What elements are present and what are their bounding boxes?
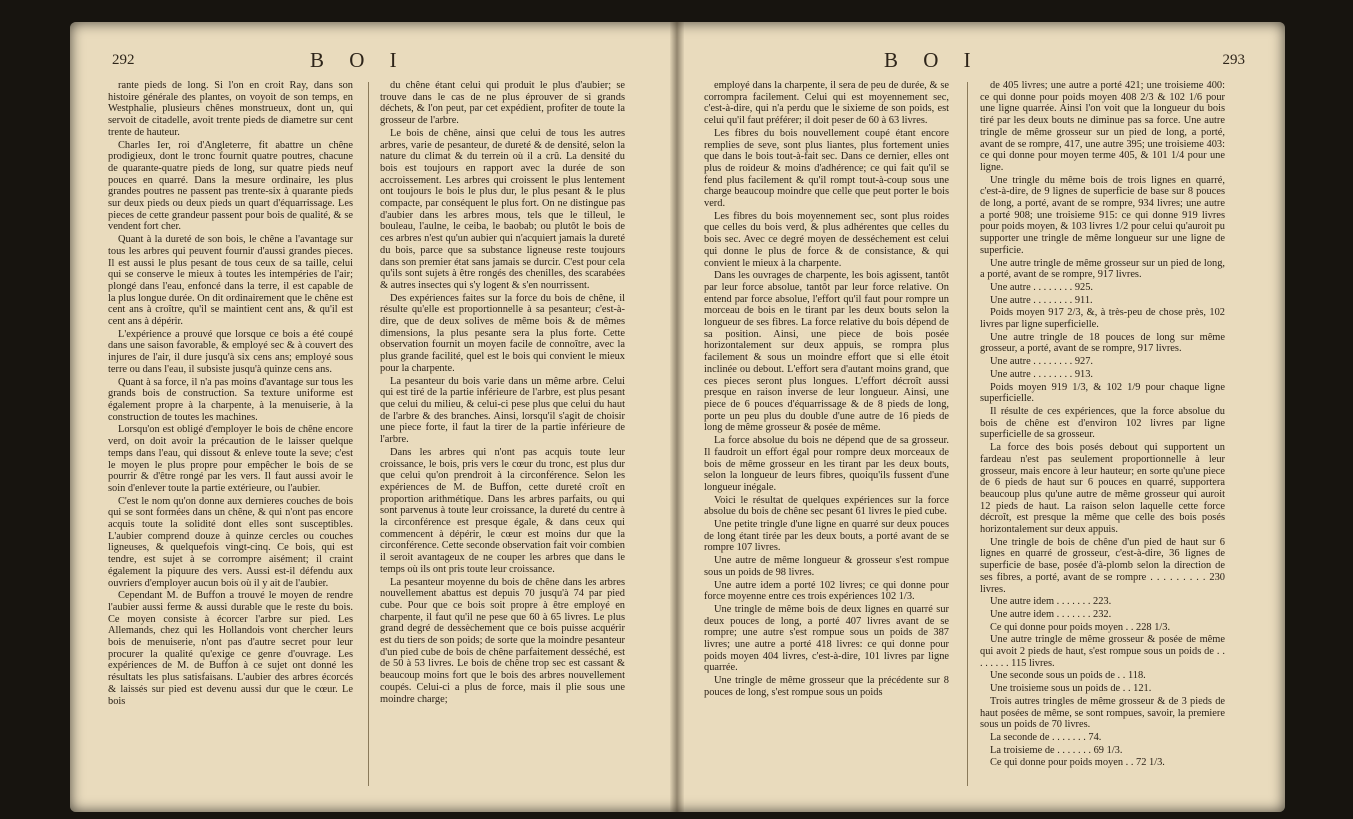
column-rule-left — [368, 82, 369, 786]
book-spread — [70, 22, 1285, 812]
paragraph: Quant à la dureté de son bois, le chêne a l'avantage sur tous les arbres qui peuvent fournir d'aussi grandes pieces. Il est aussi le plus pesant de tous ceux de sa taille, celui qui se conserve le mieux à toutes les intempéries de l'air; plongé dans l'eau, enfoncé dans la terre, il est capable de la plus longue durée. On dit ordinairement que le chêne est cent ans à croître, qu'il se maintient cent ans, & qu'il est cent ans à dépérir. — [108, 234, 353, 328]
paragraph: Une autre . . . . . . . . 911. — [990, 294, 1093, 306]
paragraph: Une autre . . . . . . . . 927. — [990, 356, 1094, 368]
column-rule-right — [967, 82, 968, 786]
paragraph: Une tringle de bois de chêne d'un pied de haut sur 6 lignes en quarré de grosseur, c'est-à-dire, 36 lignes de superficie de base, posée d'à-plomb selon la direction de ses fibres, a porté, avant de se rompre . . . . . . . . . 230 livres. — [980, 536, 1225, 595]
paragraph: La pesanteur moyenne du bois de chêne dans les arbres nouvellement abattus est depuis 70 jusqu'à 74 par pied cube. Pour que ce bois soit propre à être employé en charpente, il faut qu'il ne pese que 60 à 65 livres. Le plus grand degré de dessèchement que ce bois puisse acquérir est du tiers de son poids; de sorte que la moindre pesanteur d'un pied cube de bois de chêne parfaitement desséché, est de 50 à 53 livres. Le bois de chêne trop sec est cassant & beaucoup moins fort que le bois des arbres nouvellement coupés. Celui-ci a plus de force, mais il plie sous une moindre charge; — [380, 576, 625, 705]
right-page-header — [684, 48, 1285, 74]
right-page-body — [684, 80, 1285, 790]
paragraph: Charles Ier, roi d'Angleterre, fit abattre un chêne prodigieux, dont le tronc fournit quatre poutres, chacune de quarante-quatre pieds de long, sur quatre pieds neuf pouces en quarré. Dans la mesure ordinaire, les plus grandes poutres ne passent pas trente-six à quarante pieds sur deux pieds ou deux pieds un quart d'équarrissage. Les pieces de cette grandeur passent pour bois de qualité, & se vendent fort cher. — [108, 139, 353, 233]
paragraph: Une autre tringle de même grosseur sur un pied de long, a porté, avant de se rompre, 917 livres. — [980, 257, 1225, 281]
paragraph: La troisieme de . . . . . . . 69 1/3. — [990, 744, 1123, 756]
paragraph: Une troisieme sous un poids de . . 121. — [990, 683, 1152, 695]
paragraph: Une autre tringle de même grosseur & posée de même qui avoit 2 pieds de haut, s'est rompue sous un poids de . . . . . . . . 115 livres. — [980, 634, 1225, 669]
paragraph: Une autre idem a porté 102 livres; ce qui donne pour force moyenne entre ces trois expériences 102 1/3. — [704, 579, 949, 603]
paragraph: Une autre . . . . . . . . 925. — [990, 281, 1094, 293]
paragraph: Trois autres tringles de même grosseur & de 3 pieds de haut posées de même, se sont rompues, savoir, la premiere sous un poids de 70 livres. — [980, 695, 1225, 731]
paragraph: Ce qui donne pour poids moyen . . 72 1/3. — [990, 757, 1165, 769]
paragraph: Poids moyen 919 1/3, & 102 1/9 pour chaque ligne superficielle. — [980, 381, 1225, 405]
paragraph: rante pieds de long. Si l'on en croit Ray, dans son histoire générale des plantes, on voyoit de son temps, en Westphalie, plusieurs chênes monstrueux, dont un, qui servoit de citadelle, avoit trente pieds de diametre sur cent trente de hauteur. — [108, 80, 353, 138]
paragraph: Une tringle du même bois de trois lignes en quarré, c'est-à-dire, de 9 lignes de superficie de base sur 8 pouces de long, a porté, avant de se rompre, 934 livres; une autre a porté 908; une troisieme 915: ce qui donne 919 livres pour poids moyen, & 103 livres 1/2 pour celui qu'auroit pu supporter une tringle de même longueur sur une ligne de superficie. — [980, 174, 1225, 256]
paragraph: La pesanteur du bois varie dans un même arbre. Celui qui est tiré de la partie inférieure de l'arbre, est plus pesant que celui du milieu, & celui-ci pese plus que celui du haut de l'arbre & des branches. Ainsi, lorsqu'il s'agit de choisir une piece forte, il faut la tirer de la partie inférieure de l'arbre. — [380, 375, 625, 446]
running-head-right: B O I — [884, 48, 981, 72]
right-page — [684, 22, 1285, 812]
paragraph: Voici le résultat de quelques expériences sur la force absolue du bois de chêne sec pesant 61 livres le pied cube. — [704, 494, 949, 518]
page-number-right: 293 — [1222, 52, 1245, 68]
paragraph: Le bois de chêne, ainsi que celui de tous les autres arbres, varie de pesanteur, de dureté & de densité, selon la nature du climat & du terrein où il a crû. La densité du bois est toujours en rapport avec la durée de son accroissement. Les arbres qui croissent le plus lentement ont toujours le bois le plus dur, le plus pesant & le plus compacte, par conséquent le plus fort. On ne distingue pas d'aubier dans les arbres mous, tels que le tilleul, le bouleau, l'aulne, le ceiba, le baobab; ou plutôt le bois de ces arbres n'est qu'un aubier qui n'acquiert jamais la dureté du bois, parce que sa substance ligneuse reste toujours dans son premier état sans jamais se durcir. C'est pour cela qu'ils sont sujets à être rongés des chenilles, des scarabées & autres insectes qui s'y logent & s'en nourrissent. — [380, 127, 625, 291]
paragraph: L'expérience a prouvé que lorsque ce bois a été coupé dans une saison favorable, & employé sec & à couvert des injures de l'air, il dure jusqu'à six cens ans; employé sous terre ou dans l'eau, il subsiste jusqu'à quinze cens ans. — [108, 328, 353, 375]
paragraph: La seconde de . . . . . . . 74. — [990, 731, 1102, 743]
paragraph: Une autre de même longueur & grosseur s'est rompue sous un poids de 98 livres. — [704, 555, 949, 578]
paragraph: Une autre idem . . . . . . . 223. — [990, 596, 1112, 608]
paragraph: employé dans la charpente, il sera de peu de durée, & se corrompra facilement. Celui qui est moyennement sec, c'est-à-dire, qui n'a perdu que le sixieme de son poids, est celui qu'il faut préférer; il doit peser de 60 à 63 livres. — [704, 80, 949, 127]
paragraph: Dans les arbres qui n'ont pas acquis toute leur croissance, le bois, pris vers le cœur du tronc, est plus dur que celui qu'on prendroit à la circonférence. Selon les expériences de M. de Buffon, cette dureté croît en proportion arithmétique. Dans les arbres parfaits, ou qui sont parvenus à toute leur croissance, la dureté du centre à la circonférence est presque égale, & dans ceux qui commencent à dépérir, le cœur est moins dur que la circonférence. Cette seconde observation fait voir combien il seroit avantageux de ne couper les arbres que dans le temps où ils ont pris toute leur croissance. — [380, 446, 625, 575]
paragraph: Une autre tringle de 18 pouces de long sur même grosseur, a porté, avant de se rompre, 917 livres. — [980, 331, 1225, 355]
book-gutter — [670, 22, 684, 812]
paragraph: Les fibres du bois moyennement sec, sont plus roides que celles du bois verd, & plus adhérentes que celles du bois sec. Avec ce degré moyen de desséchement est celui qui donne le plus de force & de consistance, & qui convient le mieux à la charpente. — [704, 210, 949, 269]
right-column-1 — [704, 80, 949, 790]
paragraph: Une tringle de même bois de deux lignes en quarré sur deux pouces de long, a porté 407 livres avant de se rompre; une autre s'est rompue sous un poids de 387 livres; une autre a porté 418 livres: ce qui donne pour poids moyen 404 livres, c'est-à-dire, 101 livres par ligne quarrée. — [704, 603, 949, 674]
left-page — [70, 22, 670, 812]
paragraph: Lorsqu'on est obligé d'employer le bois de chêne encore verd, on doit avoir la précaution de le laisser quelque temps dans l'eau, qui dissout & enleve toute la seve; c'est le moyen le plus propre pour empêcher le bois de se pourrir & d'être rongé par les vers. Il faut aussi avoir le soin d'enlever toute la partie extérieure, ou l'aubier. — [108, 424, 353, 494]
paragraph: Une autre . . . . . . . . 913. — [990, 368, 1094, 380]
paragraph: Une autre idem . . . . . . . 232. — [990, 608, 1112, 620]
paragraph: Il résulte de ces expériences, que la force absolue du bois de chêne est d'environ 102 livres par ligne superficielle de sa grosseur. — [980, 405, 1225, 441]
paragraph: Les fibres du bois nouvellement coupé étant encore remplies de seve, sont plus liantes, plus fortement unies que dans le bois tout-à-fait sec. Dans ce dernier, elles ont plus de roideur & moins d'adhérence; ce qui fait qu'il se fend plus facilement & qu'il rompt tout-à-coup sous une charge beaucoup moindre que celle que peut porter le bois verd. — [704, 127, 949, 210]
left-column-2 — [380, 80, 625, 790]
paragraph: C'est le nom qu'on donne aux dernieres couches de bois qui se sont formées dans un chêne, & qui n'ont pas encore acquis toute la solidité dont elles sont susceptibles. L'aubier comprend douze à quinze cercles ou couches ligneuses, & quelquefois vingt-cinq. Ce bois, qui est tendre, est sujet à se corrompre aisément; il craint également la piquure des vers. Aussi est-il défendu aux ouvriers d'employer aucun bois où il y ait de l'aubier. — [108, 495, 353, 589]
right-column-2 — [980, 80, 1225, 790]
paragraph: Une seconde sous un poids de . . 118. — [990, 670, 1146, 682]
paragraph: Quant à sa force, il n'a pas moins d'avantage sur tous les grands bois de construction. Sa texture uniforme est également propre à la charpente, à la menuiserie, à la construction de toutes les machines. — [108, 376, 353, 423]
paragraph: Des expériences faites sur la force du bois de chêne, il résulte qu'elle est proportionnelle à sa pesanteur; c'est-à-dire, que de deux solives de même bois & de mêmes dimensions, la plus pesante sera la plus forte. Cette observation fournit un moyen facile de connoître, avec la plus grande facilité, quel est le bois qui convient le mieux pour la charpente. — [380, 292, 625, 374]
paragraph: du chêne étant celui qui produit le plus d'aubier; se trouve dans le cas de ne plus éprouver de si grands déchets, & l'on peut, par cet expédient, profiter de toute la grosseur de l'arbre. — [380, 80, 625, 127]
left-page-header — [70, 48, 670, 74]
running-head-left: B O I — [310, 48, 407, 72]
paragraph: Dans les ouvrages de charpente, les bois agissent, tantôt par leur force absolue, tantôt par leur force relative. On entend par force absolue, l'effort qu'il faut pour rompre un morceau de bois en le tirant par les deux bouts selon la longueur de ses fibres. La force relative du bois dépend de sa position. Ainsi, une piece de bois posée horizontalement sur deux appuis, se rompra plus facilement & sous un moindre effort que si elle étoit inclinée ou debout. L'effort sera d'autant moins grand, que ces pieces seront plus longues. L'effort décroît aussi presque en raison inverse de leur longueur. Ainsi, une piece de 6 pouces d'équarrissage & de 8 pieds de long, porte un peu plus du double d'une autre de 16 pieds de long de même grosseur & posée de même. — [704, 270, 949, 434]
paragraph: Cependant M. de Buffon a trouvé le moyen de rendre l'aubier aussi ferme & aussi durable que le reste du bois. Ce moyen consiste à écorcer l'arbre sur pied. Les Allemands, chez qui les Hollandois vont chercher leurs bois de menuiserie, n'ont pas d'autre secret pour leur procurer la qualité qu'exige ce genre d'ouvrage. Les expériences de M. de Buffon à ce sujet ont donné les résultats les plus satisfaisans. L'aubier des arbres écorcés & laissés sur pied est devenu aussi dur que le cœur. Le bois — [108, 590, 353, 707]
paragraph: La force absolue du bois ne dépend que de sa grosseur. Il faudroit un effort égal pour rompre deux morceaux de bois de même grosseur en les tirant par les deux bouts, selon la longueur de leurs fibres, quoiqu'ils fussent d'une longueur inégale. — [704, 435, 949, 493]
paragraph: Ce qui donne pour poids moyen . . 228 1/3. — [990, 621, 1171, 633]
paragraph: Poids moyen 917 2/3, &, à très-peu de chose près, 102 livres par ligne superficielle. — [980, 307, 1225, 331]
left-column-1 — [108, 80, 353, 790]
paragraph: de 405 livres; une autre a porté 421; une troisieme 400: ce qui donne pour poids moyen 408 2/3 & 102 1/6 pour une ligne quarrée. Ainsi l'on voit que la longueur du bois tiré par les deux bouts ne diminue pas sa force. Une autre tringle de même grosseur sur un pied de long, a porté, avant de se rompre, 417, une autre 395; une troisieme 403: ce qui donne pour moyen terme 405, & 101 1/4 pour une ligne. — [980, 80, 1225, 173]
page-number-left: 292 — [112, 52, 135, 68]
paragraph: Une petite tringle d'une ligne en quarré sur deux pouces de long étant tirée par les deux bouts, a porté avant de se rompre 107 livres. — [704, 519, 949, 554]
paragraph: Une tringle de même grosseur que la précédente sur 8 pouces de long, s'est rompue sous un poids — [704, 675, 949, 698]
left-page-body — [70, 80, 670, 790]
paragraph: La force des bois posés debout qui supportent un fardeau n'est pas seulement proportionnelle à leur grosseur, mais encore à leur hauteur; en sorte qu'une piece de 6 pieds de haut sur 6 pouces en quarré, supportera beaucoup plus qu'une autre de même grosseur qui auroit 12 pieds de haut. La raison selon laquelle cette force décroît, est presque la même que celle des bois posés horizontalement sur deux appuis. — [980, 442, 1225, 536]
